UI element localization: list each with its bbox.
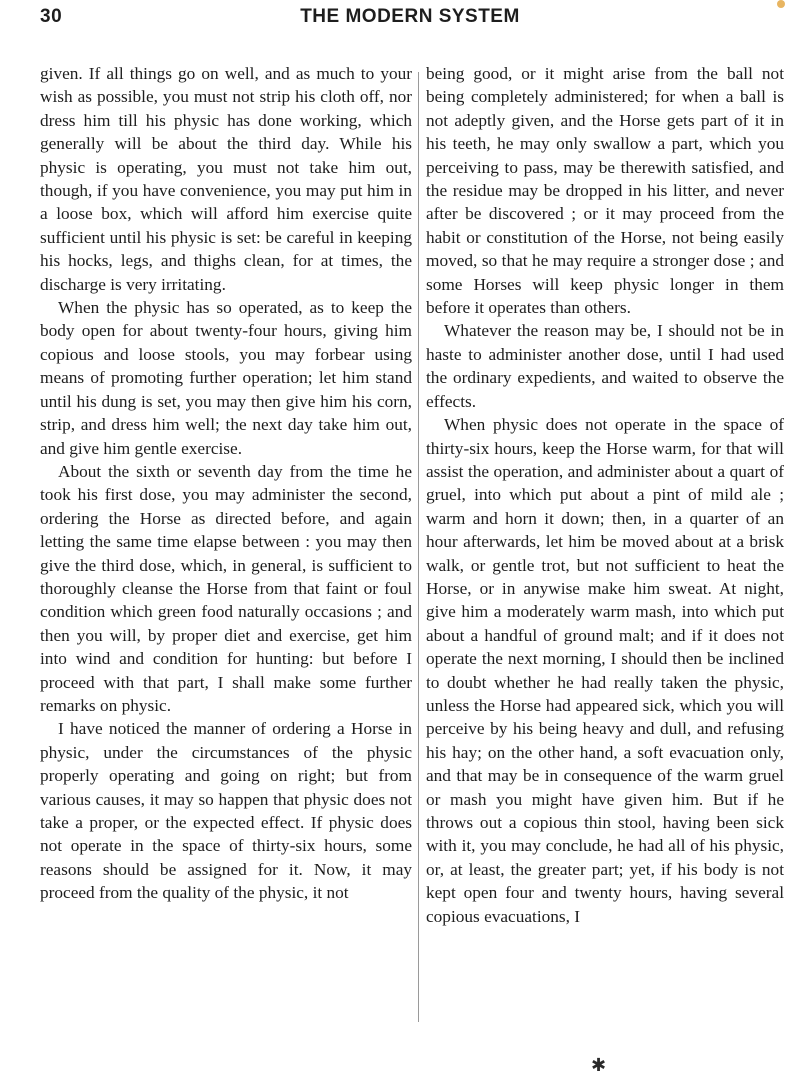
page-header xyxy=(40,6,780,46)
paragraph: About the sixth or seventh day from the time he took his first dose, you may administer the second, ordering the Horse as directed before, and again letting the same time elapse between : you may then give the third dose, which, in general, is sufficient to thoroughly cleanse the Horse from that faint or foul condition which green food naturally occasions ; and then you will, by proper diet and exercise, get him into wind and condition for hunting: but before I proceed with that part, I shall make some further remarks on physic. xyxy=(40,461,412,715)
paragraph: Whatever the reason may be, I should not be in haste to administer another dose, until I had used the ordinary expedients, and waited to observe the effects. xyxy=(426,321,784,411)
paragraph: being good, or it might arise from the ball not being completely administered; for when a ball is not adeptly given, and the Horse gets part of it in his teeth, he may only swallow a part, which you perceiving to pass, may be therewith satisfied, and the residue may be dropped in his litter, and never after be discovered ; or it may proceed from the habit or constitution of the Horse, not being easily moved, so that he may require a stronger dose ; and some Horses will keep physic longer in them before it operates than others. xyxy=(426,64,784,318)
column-divider xyxy=(418,72,419,1022)
paragraph: I have noticed the manner of ordering a Horse in physic, under the circumstances of the physic properly operating and going on right; but from various causes, it may so happen that physic does not take a proper, or the expected effect. If physic does not operate in the space of thirty-six hours, some reasons should be assigned for it. Now, it may proceed from the quality of the physic, it not xyxy=(40,719,412,903)
ink-blot-icon: ✱ xyxy=(591,1055,607,1075)
left-column xyxy=(40,62,412,905)
ink-spot-icon xyxy=(777,0,785,8)
right-column xyxy=(426,62,784,928)
paragraph: given. If all things go on well, and as much to your wish as possible, you must not strip his cloth off, nor dress him till his physic has done working, which generally will be about the third day. While his physic is operating, you must not take him out, though, if you have convenience, you may put him in a loose box, which will afford him exercise quite sufficient until his physic is set: be careful in keeping his hocks, legs, and thighs clean, for at times, the discharge is very irritating. xyxy=(40,64,412,294)
paragraph: When the physic has so operated, as to keep the body open for about twenty-four hours, giving him copious and loose stools, you may forbear using means of promoting further operation; let him stand until his dung is set, you may then give him his corn, strip, and dress him well; the next day take him out, and give him gentle exercise. xyxy=(40,298,412,458)
running-head: THE MODERN SYSTEM xyxy=(300,6,520,27)
paragraph: When physic does not operate in the space of thirty-six hours, keep the Horse warm, for that will assist the operation, and administer about a quart of gruel, into which put about a pint of mild ale ; warm and horn it down; then, in a quarter of an hour afterwards, let him be moved about at a brisk walk, or gentle trot, but not sufficient to heat the Horse, or in anywise make him sweat. At night, give him a moderately warm mash, into which put about a handful of ground malt; and if it does not operate the next morning, I should then be inclined to doubt whether he had really taken the physic, unless the Horse had appeared sick, which you will perceive by his being heavy and dull, and refusing his hay; on the other hand, a soft evacuation only, and that may be in consequence of the warm gruel or mash you might have given him. But if he throws out a copious thin stool, having been sick with it, you may conclude, he had all of his physic, or, at least, the greater part; yet, if his body is not kept open four and twenty hours, having several copious evacuations, I xyxy=(426,415,784,926)
page-number: 30 xyxy=(40,6,63,27)
